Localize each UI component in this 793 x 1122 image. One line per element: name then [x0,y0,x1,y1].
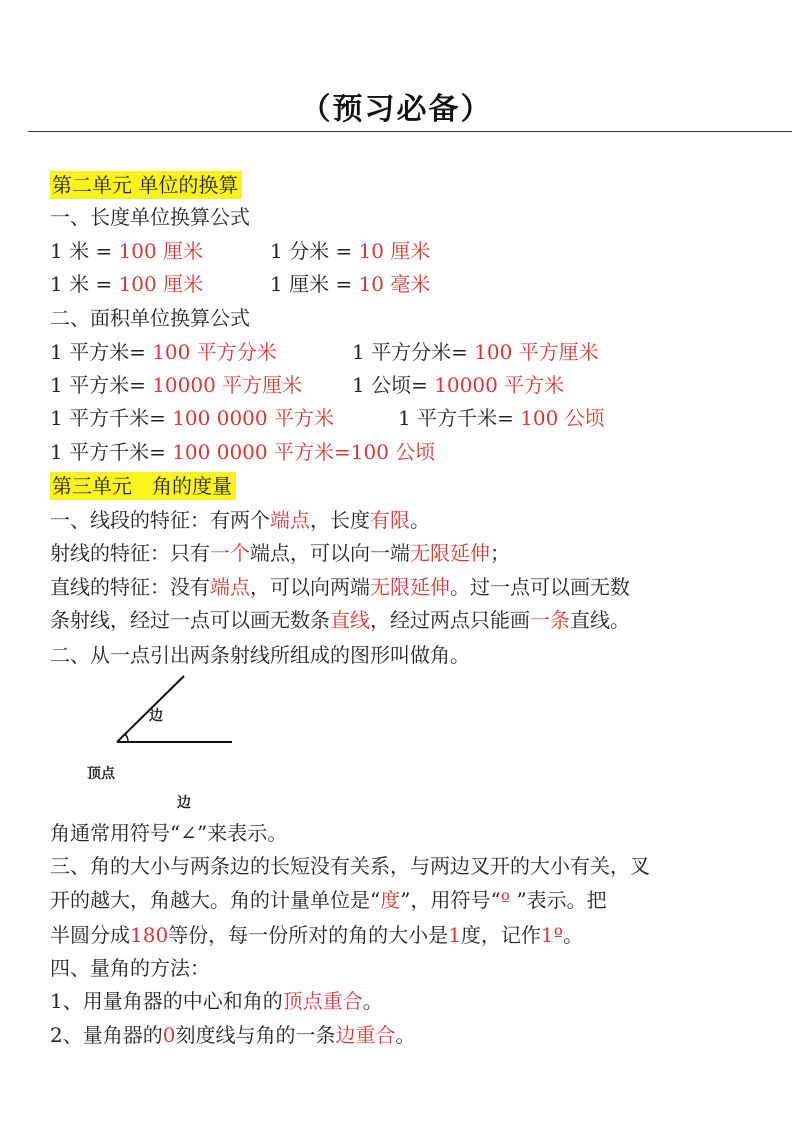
keyword: 180 [130,923,169,947]
area-title: 二、面积单位换算公式 [50,306,250,330]
length-row-a-label: 1 米 = [50,272,113,296]
text: 射线的特征：只有 [50,541,210,565]
area-row-last [50,437,435,467]
area-last-value-1: 100 0000 平方米 [172,440,334,464]
angle-symbol: 角通常用符号“∠”来表示。 [50,821,288,845]
text: 端点，可以向一端 [250,541,410,565]
keyword: 顶点重合 [282,989,363,1013]
keyword: 一条 [530,608,570,632]
text: 。 [563,923,584,947]
text: 直线。 [570,608,630,632]
angle-definition: 二、从一点引出两条射线所组成的图形叫做角。 [50,643,470,667]
area-row-a-value: 10000 平方厘米 [152,373,303,397]
area-row-b [398,403,605,433]
text: ； [490,541,510,565]
keyword: 一个 [210,541,250,565]
area-row-a-value: 100 平方分米 [152,340,277,364]
ray-feature [50,538,510,568]
degree-definition [50,920,583,950]
text: 1、用量角器的中心和角的 [50,989,283,1013]
keyword: 有限 [370,508,410,532]
area-row-b-value: 100 公顷 [520,406,605,430]
text: ，经过两点只能画 [370,608,530,632]
title-divider [28,131,792,132]
area-row-a-value: 100 0000 平方米 [172,406,334,430]
keyword: 度 [380,888,401,912]
text: 一、线段的特征：有两个 [50,508,270,532]
area-row [50,403,605,433]
length-title: 一、长度单位换算公式 [50,205,250,229]
keyword: 端点 [210,575,250,599]
keyword: 1º [540,923,564,947]
page-title: （预习必备） [300,92,493,127]
text: 2、量角器的 [50,1023,163,1047]
measure-title: 四、量角的方法： [50,956,210,980]
length-row [50,269,431,299]
measure-step-1 [50,986,383,1016]
text: 条射线，经过一点可以画无数条 [50,608,330,632]
figure-side-label-top: 边 [149,708,163,724]
text: 。 [395,1023,416,1047]
length-row-b [270,269,430,299]
unit3-heading [50,471,236,501]
line-feature-cont [50,605,630,635]
area-row [50,337,599,367]
text: 。 [362,989,383,1013]
text: 。 [410,508,430,532]
area-row-b [352,370,564,400]
length-row-b-label: 1 分米 = [270,239,353,263]
area-row-a-label: 1 平方千米= [50,406,166,430]
keyword: 端点 [270,508,310,532]
unit3-heading-highlight: 第三单元 角的度量 [50,472,236,500]
unit2-heading-highlight: 第二单元 单位的换算 [50,171,242,199]
area-row-b [352,337,599,367]
text: 开的越大，角越大。角的计量单位是“ [50,888,381,912]
keyword: 直线 [330,608,370,632]
text: ”表示。把 [510,888,607,912]
area-last-label: 1 平方千米= [50,440,166,464]
area-row-b-label: 1 平方千米= [398,406,514,430]
area-row-b-value: 100 平方厘米 [474,340,599,364]
length-row-b [270,236,430,266]
unit2-heading [50,170,242,200]
text: ，可以向两端 [250,575,370,599]
length-row-a-label: 1 米 = [50,239,113,263]
text: 等份，每一份所对的角的大小是 [168,923,449,947]
area-last-equals: = [334,440,351,464]
figure-side-label-bottom: 边 [177,795,191,811]
area-row [50,370,565,400]
length-row-b-value: 10 毫米 [358,272,431,296]
length-row-a-value: 100 厘米 [118,272,204,296]
line-feature [50,572,630,602]
length-row-b-label: 1 厘米 = [270,272,353,296]
keyword: 0 [162,1023,176,1047]
length-row-a-value: 100 厘米 [118,239,204,263]
area-row-b-label: 1 平方分米= [352,340,468,364]
area-last-value-2: 100 公顷 [350,440,436,464]
keyword: 边重合 [335,1023,396,1047]
angle-size-rule: 三、角的大小与两条边的长短没有关系，与两边叉开的大小有关，叉 [50,854,650,878]
text: 度，记作 [460,923,541,947]
figure-vertex-label: 顶点 [87,766,115,782]
keyword: º [500,888,511,912]
keyword: 无限延伸 [370,575,450,599]
text: ，长度 [310,508,370,532]
angle-arc [125,734,128,742]
text: 直线的特征：没有 [50,575,210,599]
segment-feature [50,505,430,535]
text: 半圆分成 [50,923,130,947]
keyword: 无限延伸 [410,541,490,565]
area-row-b-value: 10000 平方米 [434,373,565,397]
measure-step-2 [50,1020,415,1050]
keyword: 1 [448,923,461,947]
text: 刻度线与角的一条 [175,1023,336,1047]
text: 。过一点可以画无数 [450,575,630,599]
length-row [50,236,431,266]
area-row-a-label: 1 平方米= [50,340,146,364]
length-row-b-value: 10 厘米 [358,239,431,263]
angle-figure [60,668,300,818]
area-row-a-label: 1 平方米= [50,373,146,397]
area-row-b-label: 1 公顷= [352,373,428,397]
angle-unit [50,885,607,915]
text: ”，用符号“ [400,888,501,912]
